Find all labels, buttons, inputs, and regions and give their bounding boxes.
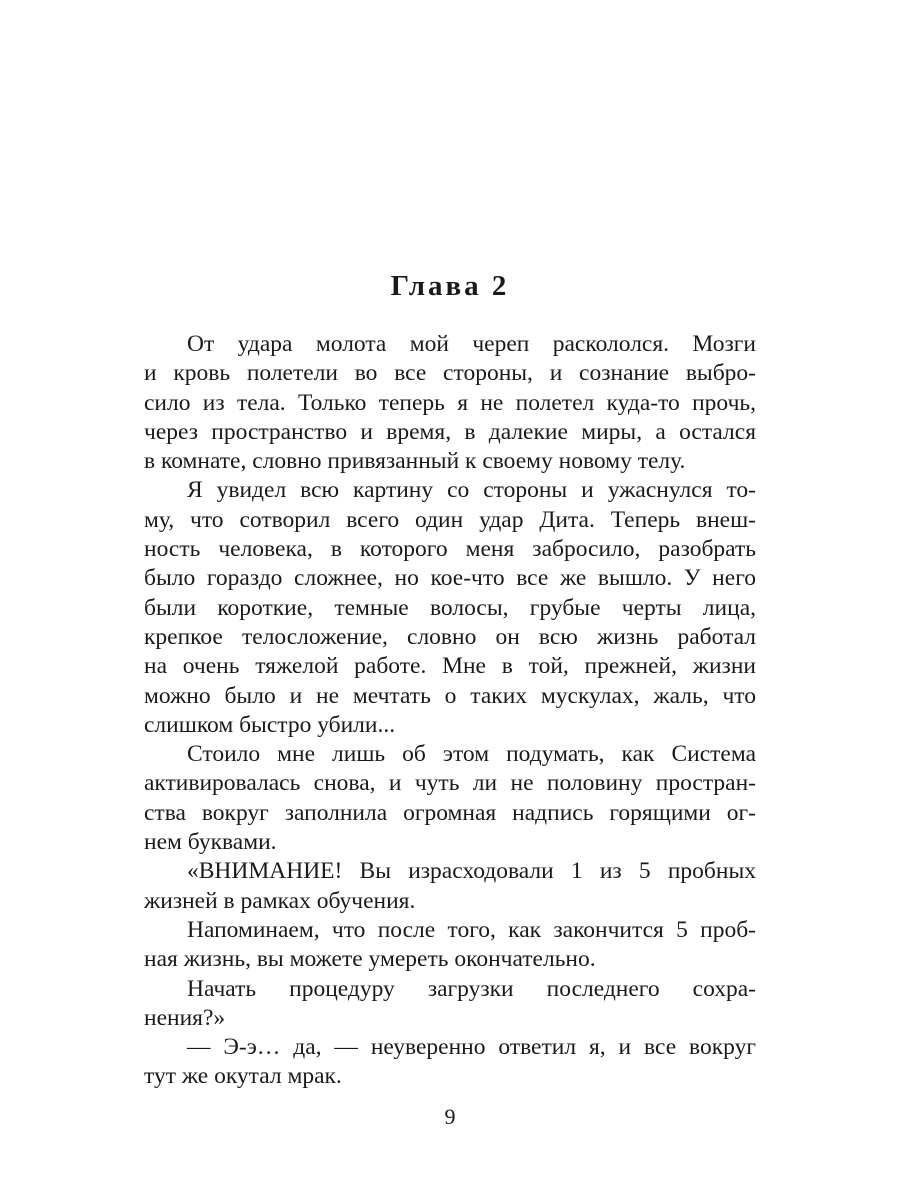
text-line: Стоило мне лишь об этом подумать, как Система	[187, 741, 756, 768]
page-number: 9	[444, 1104, 456, 1129]
text-line: крепкое телосложение, словно он всю жизнь работал	[144, 623, 756, 650]
text-line: тут же окутал мрак.	[144, 1063, 342, 1090]
text-line: активировалась снова, и чуть ли не половину простран-	[144, 770, 756, 797]
chapter-title: Глава 2	[390, 270, 510, 302]
text-line: Я увидел всю картину со стороны и ужаснулся то-	[187, 477, 756, 504]
text-line: нем буквами.	[144, 829, 277, 856]
text-line: ная жизнь, вы можете умереть окончательно.	[144, 946, 596, 973]
text-line: му, что сотворил всего один удар Дита. Теперь внеш-	[144, 506, 756, 533]
text-line: на очень тяжелой работе. Мне в той, прежней, жизни	[144, 653, 756, 680]
text-line: были короткие, темные волосы, грубые черты лица,	[144, 594, 756, 621]
text-line: нения?»	[144, 1004, 226, 1031]
text-line: сило из тела. Только теперь я не полетел куда-то прочь,	[144, 389, 756, 416]
text-line: и кровь полетели во все стороны, и сознание выбро-	[144, 360, 756, 387]
text-line: «ВНИМАНИЕ! Вы израсходовали 1 из 5 пробных	[187, 858, 756, 885]
text-line: ность человека, в которого меня забросило, разобрать	[144, 536, 756, 563]
text-line: через пространство и время, в далекие миры, а остался	[144, 418, 756, 445]
text-line: слишком быстро убили...	[144, 711, 396, 738]
text-line: ства вокруг заполнила огромная надпись горящими ог-	[144, 799, 756, 826]
chapter-body	[144, 330, 756, 1092]
text-line: — Э-э… да, — неуверенно ответил я, и все вокруг	[187, 1034, 756, 1061]
text-line: Напоминаем, что после того, как закончится 5 проб-	[187, 916, 756, 943]
text-line: жизней в рамках обучения.	[144, 887, 416, 914]
text-line: От удара молота мой череп раскололся. Мозги	[187, 331, 756, 357]
text-line: было гораздо сложнее, но кое-что все же вышло. У него	[144, 565, 756, 592]
text-line: в комнате, словно привязанный к своему новому телу.	[144, 448, 686, 475]
text-line: можно было и не мечтать о таких мускулах, жаль, что	[144, 682, 756, 709]
text-line: Начать процедуру загрузки последнего сохра-	[187, 975, 756, 1002]
